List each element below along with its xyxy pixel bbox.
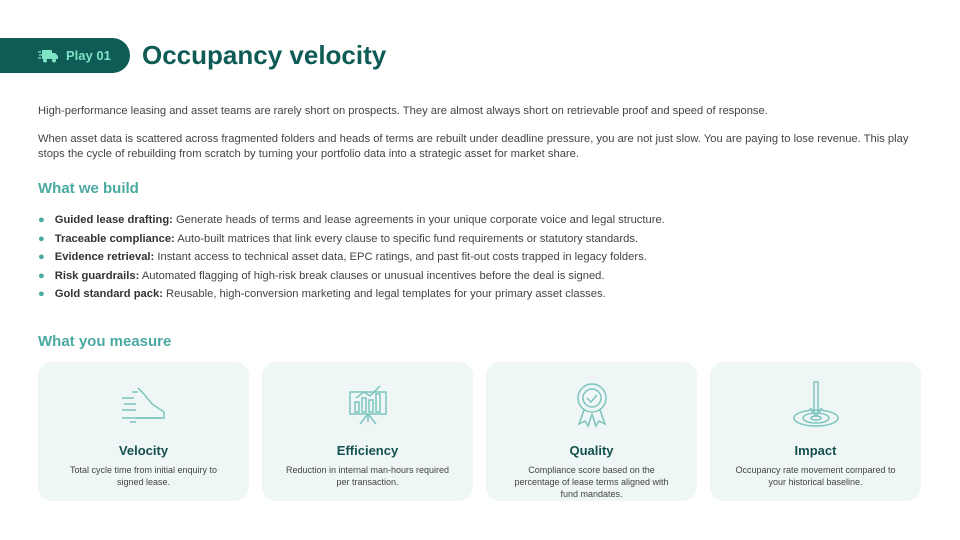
play-label: Play 01 bbox=[66, 48, 111, 63]
list-item: ● Gold standard pack: Reusable, high-conversion marketing and legal templates for your primary asset classes. bbox=[38, 288, 606, 301]
delivery-truck-icon bbox=[38, 49, 58, 63]
page-title: Occupancy velocity bbox=[142, 40, 387, 70]
card-desc: Compliance score based on the percentage of lease terms aligned with fund mandates. bbox=[514, 465, 669, 499]
intro-paragraph-1: High-performance leasing and asset teams are rarely short on prospects. They are almost always short on retrievable proof and speed of response. bbox=[38, 105, 768, 117]
list-item: ● Guided lease drafting: Generate heads of terms and lease agreements in your unique corporate voice and legal structure. bbox=[38, 214, 665, 226]
card-desc: Occupancy rate movement compared to your historical baseline. bbox=[735, 465, 896, 487]
intro-paragraph-2: When asset data is scattered across fragmented folders and heads of terms are rebuilt under deadline pressure, you are not just slow. You are paying to lose revenue. This play stops the cycle of rebuilding from scratch by turning your portfolio data into a strategic asset for market share. bbox=[38, 133, 909, 160]
award-badge-icon bbox=[566, 378, 618, 430]
presentation-chart-icon bbox=[342, 378, 394, 430]
list-item: ● Traceable compliance: Auto-built matrices that link every clause to specific fund requirements or statutory standards. bbox=[38, 232, 639, 245]
card-title: Efficiency bbox=[336, 443, 399, 458]
card-title: Velocity bbox=[118, 443, 169, 458]
card-desc: Reduction in internal man-hours required per transaction. bbox=[285, 465, 450, 487]
metric-card-quality bbox=[486, 362, 697, 501]
play-badge bbox=[0, 38, 130, 73]
build-list bbox=[38, 211, 665, 304]
metric-card-impact bbox=[710, 362, 921, 501]
running-shoe-icon bbox=[118, 378, 170, 430]
metric-card-velocity bbox=[38, 362, 249, 501]
metric-card-efficiency bbox=[262, 362, 473, 501]
list-item: ● Risk guardrails: Automated flagging of high-risk break clauses or unusual incentives before the deal is signed. bbox=[38, 269, 605, 282]
list-item: ● Evidence retrieval: Instant access to technical asset data, EPC ratings, and past fit-out costs trapped in legacy folders. bbox=[38, 251, 647, 264]
card-title: Impact bbox=[794, 443, 837, 458]
build-heading: What we build bbox=[38, 180, 139, 197]
measure-heading: What you measure bbox=[38, 333, 172, 350]
target-arrow-icon bbox=[790, 378, 842, 430]
card-desc: Total cycle time from initial enquiry to signed lease. bbox=[69, 465, 218, 487]
card-title: Quality bbox=[569, 443, 614, 458]
